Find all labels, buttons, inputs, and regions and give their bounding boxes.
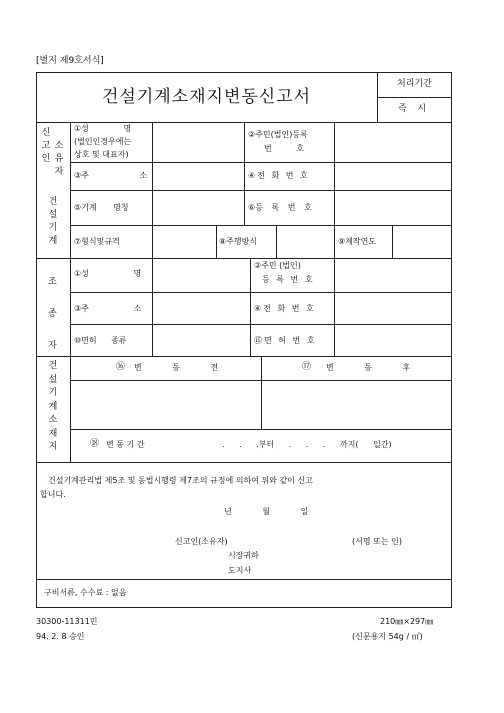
addressee-mayor: 시장귀하	[228, 551, 259, 560]
after-address-field[interactable]	[262, 381, 450, 428]
before-address-field[interactable]	[71, 381, 260, 428]
operator-license-type-label: ⑩면허 종류	[74, 336, 127, 345]
owner-regno-label-2: 번 호	[264, 144, 304, 153]
addressee-governor: 도지사	[228, 566, 252, 575]
form-title: 건설기계소재지변동신고서	[102, 87, 312, 107]
operator-address-label: ③주 소	[74, 304, 142, 313]
period-value[interactable]: . . .부터 . . . 까지( 일간)	[222, 440, 392, 449]
form-number: [별지 제9호서식]	[36, 56, 104, 66]
machine-drive-label: ⑧주행방식	[219, 237, 258, 246]
machine-year-field[interactable]	[393, 226, 450, 257]
signature-note[interactable]: (서명 또는 인)	[352, 537, 402, 546]
owner-name-label: ①성 명	[74, 124, 132, 133]
approval-date: 94. 2. 8 승인	[36, 632, 85, 641]
period-number: ⑱	[90, 439, 100, 449]
owner-regno-field[interactable]	[335, 123, 450, 161]
processing-period-label: 처리기간	[397, 79, 432, 89]
processing-period-value: 즉 시	[398, 104, 431, 114]
owner-address-label: ③주 소	[74, 171, 148, 180]
machine-drive-field[interactable]	[277, 226, 333, 257]
after-label: 변 동 후	[326, 363, 411, 372]
operator-regno-label: ②주민 (법인)	[254, 261, 301, 270]
machine-name-label: ⑤기계 명칭	[74, 203, 129, 212]
paper-size: 210㎜×297㎜	[380, 617, 434, 626]
operator-section-label: 조 종 자	[48, 277, 57, 351]
statement-text-2: 합니다.	[40, 490, 66, 499]
owner-address-field[interactable]	[153, 163, 243, 189]
form-code: 30300-11311민	[36, 617, 98, 626]
owner-regno-label: ②주민(법인)등록	[248, 130, 308, 139]
operator-name-label: ①성 명	[74, 269, 142, 278]
operator-phone-field[interactable]	[335, 293, 450, 323]
machine-section-label: 건 설 기 계	[48, 197, 58, 246]
machine-regno-field[interactable]	[335, 191, 450, 224]
statement-text: 건설기계관리법 제5조 및 동법시행령 제7조의 규정에 의하여 위와 같이 신고	[48, 476, 313, 485]
owner-name-field[interactable]	[153, 123, 243, 161]
machine-model-field[interactable]	[153, 226, 215, 257]
operator-phone-label: ④전 화 번 호	[254, 304, 316, 313]
paper-spec: (신문용지 54g / ㎡)	[352, 632, 423, 641]
operator-license-no-label: ⑮면 허 번 호	[254, 336, 317, 345]
before-number: ⑯	[116, 362, 126, 372]
statement-date[interactable]: 년 월 일	[224, 507, 309, 516]
operator-regno-label-2: 등 록 번 호	[262, 275, 315, 284]
report-form: 건설기계소재지변동신고서 처리기간 즉 시 신 고 인 소 유 자 ①성 명 (법인인경우에는 상호 및 대표자) ②주민(법인)등록 번 호 ③주 소 ④전 화 번 호 건 설 기 계 ⑤기계 명칭 ⑥등 록 번 호 ⑦형식및규격 ⑧주행방식 ⑨제작연도 조 종 자 ①성 명 ②주민 (법인) 등 록 번 호 ③주 소 ④전 화 번 호 ⑩면허 종류 ⑮면 허 번 호 건 설 기 계 소 재 지 ⑯ 변 동 전 ⑰ 변 동 후 ⑱ 변 동 기 간 . . .부터 . . . 까지( 일간) 건설기계관리법 제5조 및 동법시행령 제7조의 규정에 의하여 위와 같이 신고 합니다. 년 월 일 신고인(소유자) (서명 또는 인) 시장귀하 도지사 구비서류, 수수료 : 없음	[36, 72, 452, 608]
before-label: 변 동 전	[134, 363, 219, 372]
machine-year-label: ⑨제작연도	[338, 237, 377, 246]
period-label: 변 동 기 간	[106, 440, 145, 449]
after-number: ⑰	[302, 362, 312, 372]
owner-phone-label: ④전 화 번 호	[248, 171, 310, 180]
operator-regno-field[interactable]	[335, 259, 450, 291]
operator-license-no-field[interactable]	[335, 325, 450, 355]
machine-regno-label: ⑥등 록 번 호	[248, 203, 312, 212]
required-documents: 구비서류, 수수료 : 없음	[44, 588, 127, 597]
owner-name-label-note: (법인인경우에는	[74, 137, 132, 146]
operator-name-field[interactable]	[153, 259, 249, 291]
applicant-label: 신고인(소유자)	[175, 537, 228, 546]
machine-name-field[interactable]	[153, 191, 243, 224]
operator-address-field[interactable]	[153, 293, 249, 323]
location-section-label: 건 설 기 계 소 재 지	[48, 361, 58, 452]
owner-phone-field[interactable]	[335, 163, 450, 189]
machine-model-label: ⑦형식및규격	[74, 237, 120, 246]
operator-license-type-field[interactable]	[153, 325, 249, 355]
owner-name-label-note2: 상호 및 대표자)	[74, 150, 129, 159]
